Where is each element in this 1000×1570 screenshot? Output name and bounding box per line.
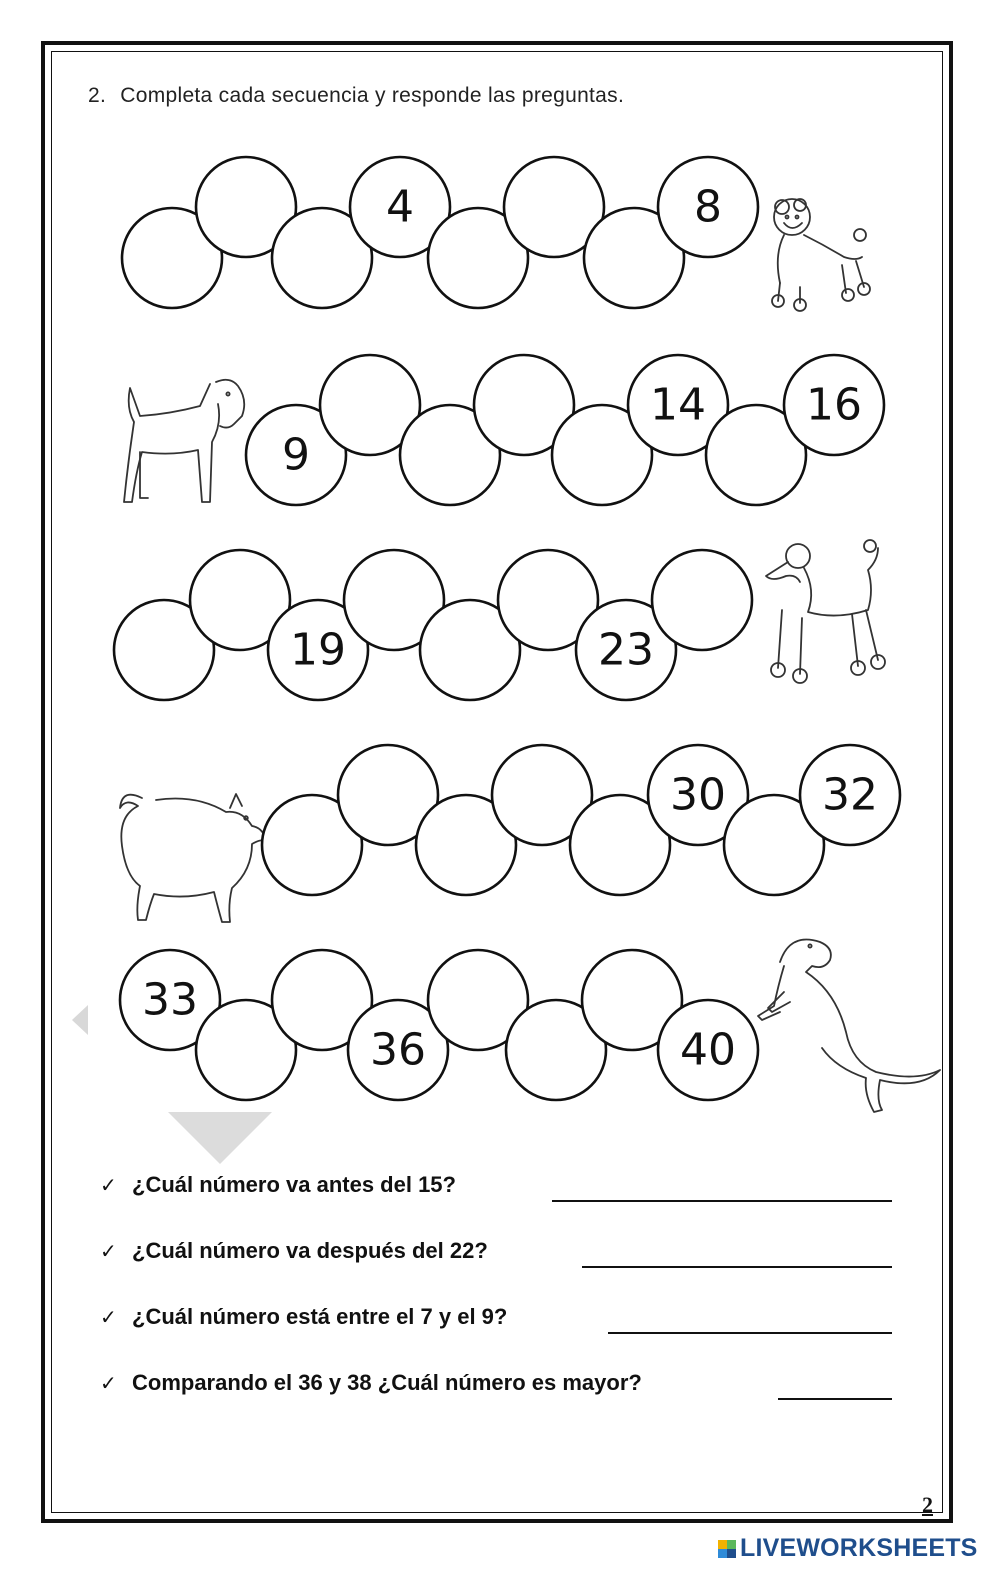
sequence-number: 14 xyxy=(650,379,706,431)
question-row xyxy=(100,1172,456,1198)
dachshund-dog-icon xyxy=(758,940,940,1113)
answer-line[interactable] xyxy=(608,1332,892,1334)
sequence-row-5 xyxy=(120,950,758,1100)
sequence-number: 32 xyxy=(822,769,878,821)
sequence-row-2 xyxy=(246,355,884,505)
sequence-number: 23 xyxy=(598,624,654,676)
watermark-arrow-left xyxy=(72,1005,88,1035)
spitz-dog-icon xyxy=(120,794,266,922)
sequence-number: 36 xyxy=(370,1024,426,1076)
checkmark-icon: ✓ xyxy=(100,1175,117,1197)
answer-line[interactable] xyxy=(552,1200,892,1202)
sequence-number: 9 xyxy=(282,429,310,481)
sequence-number: 4 xyxy=(386,181,414,233)
poodle-dog-icon xyxy=(772,199,870,311)
watermark-arrow-down xyxy=(168,1112,272,1164)
brand-grid-icon xyxy=(718,1540,736,1558)
question-row xyxy=(100,1370,642,1396)
question-text: ¿Cuál número va después del 22? xyxy=(132,1238,488,1263)
question-row xyxy=(100,1304,507,1330)
answer-line[interactable] xyxy=(778,1398,892,1400)
instruction-text: Completa cada secuencia y responde las preguntas. xyxy=(120,84,625,107)
brand-logo xyxy=(718,1534,978,1563)
checkmark-icon: ✓ xyxy=(100,1373,117,1395)
instruction-number: 2. xyxy=(88,84,107,107)
sequence-row-3 xyxy=(114,550,752,700)
sequence-row-4 xyxy=(262,745,900,895)
checkmark-icon: ✓ xyxy=(100,1307,117,1329)
sequence-number: 33 xyxy=(142,974,198,1026)
question-text: Comparando el 36 y 38 ¿Cuál número es mayor? xyxy=(132,1370,642,1395)
sequence-circle-blank[interactable] xyxy=(652,550,752,650)
answer-line[interactable] xyxy=(582,1266,892,1268)
sequence-number: 40 xyxy=(680,1024,736,1076)
standard-poodle-dog-icon xyxy=(766,540,885,683)
question-text: ¿Cuál número va antes del 15? xyxy=(132,1172,456,1197)
question-row xyxy=(100,1238,488,1264)
sequence-row-1 xyxy=(122,157,758,308)
page-number: 2 xyxy=(922,1492,933,1517)
sequence-number: 30 xyxy=(670,769,726,821)
sequence-number: 8 xyxy=(694,181,722,233)
sequence-number: 16 xyxy=(806,379,862,431)
terrier-dog-icon xyxy=(124,380,244,502)
sequence-number: 19 xyxy=(290,624,346,676)
checkmark-icon: ✓ xyxy=(100,1241,117,1263)
brand-name: LIVEWORKSHEETS xyxy=(740,1534,978,1562)
question-text: ¿Cuál número está entre el 7 y el 9? xyxy=(132,1304,508,1329)
